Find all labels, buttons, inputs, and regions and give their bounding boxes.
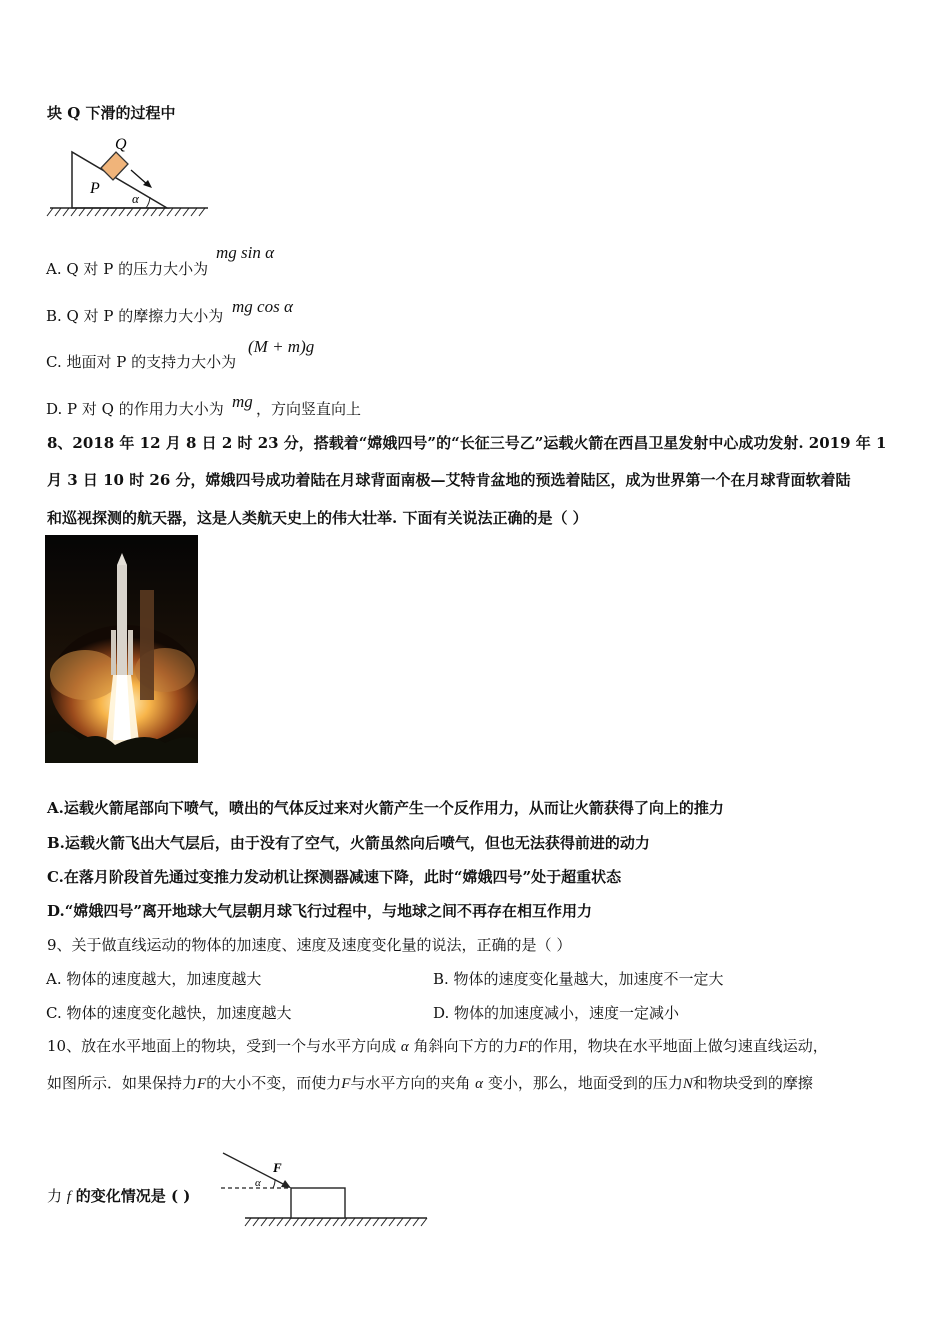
q7-option-c [46,351,236,372]
q10-text: 力 [47,1187,63,1205]
q7-option-a-formula: mg sin α [216,243,275,262]
label-q: Q [115,136,127,153]
q10-stem-line-3 [47,1185,190,1206]
q9-option-b: B. 物体的速度变化量越大，加速度不一定大 [433,970,724,988]
q10-text: 的作用，物块在水平地面上做匀速直线运动， [527,1037,828,1055]
q10-force: F [197,1076,207,1092]
label-p: P [90,180,100,197]
q10-stem-line-2 [47,1072,813,1093]
q8-option-d: D.“嫦娥四号”离开地球大气层朝月球飞行过程中，与地球之间不再存在相互作用力 [47,902,592,920]
q9-option-d: D. 物体的加速度减小，速度一定减小 [433,1004,680,1022]
rocket-body [117,565,127,675]
q8-option-c: C.在落月阶段首先通过变推力发动机让探测器减速下降，此时“嫦娥四号”处于超重状态 [47,868,622,886]
q10-force: F [518,1039,528,1055]
q8-stem-line-2: 月 3 日 10 时 26 分，嫦娥四号成功着陆在月球背面南极—艾特肯盆地的预选着陆区，成为世界第一个在月球背面软着陆 [47,471,851,489]
q7-option-c-text: C. 地面对 P 的支持力大小为 [46,353,237,371]
q10-text: 角斜向下方的力 [413,1037,519,1055]
rocket-launch-photo [45,535,198,763]
q10-normal-force: N [682,1076,693,1092]
block [291,1188,345,1218]
q7-option-d-formula: mg [232,392,253,411]
q8-stem-line-1: 8、2018 年 12 月 8 日 2 时 23 分，搭载着“嫦娥四号”的“长征三号乙”运载火箭在西昌卫星发射中心成功发射. 2019 年 1 [47,434,887,452]
force-block-figure [215,1148,435,1233]
q8-option-a: A.运载火箭尾部向下喷气，喷出的气体反过来对火箭产生一个反作用力，从而让火箭获得了向上的推力 [47,799,724,817]
q10-text: 的大小不变，而使力 [206,1074,342,1092]
q10-text: 和物块受到的摩擦 [692,1074,813,1092]
label-alpha-2: α [255,1177,261,1189]
block-q [101,152,128,180]
q10-friction: f [66,1189,71,1205]
q7-option-a [46,258,208,279]
q10-force: F [341,1076,351,1092]
q10-alpha: α [475,1076,484,1092]
q7-option-b-formula: mg cos α [232,297,293,316]
q8-stem-line-3: 和巡视探测的航天器，这是人类航天史上的伟大壮举. 下面有关说法正确的是（ ） [47,509,588,527]
q8-option-b: B.运载火箭飞出大气层后，由于没有了空气，火箭虽然向后喷气，但也无法获得前进的动力 [47,834,650,852]
q9-option-c: C. 物体的速度变化越快，加速度越大 [46,1004,292,1022]
intro-text: 块 Q 下滑的过程中 [47,104,176,122]
q10-text: 如图所示．如果保持力 [47,1074,198,1092]
q7-option-d-text: D. P 对 Q 的作用力大小为 [46,400,224,418]
q10-text: 的变化情况是 ( ) [75,1187,191,1205]
q7-option-b-text: B. Q 对 P 的摩擦力大小为 [46,307,224,325]
q10-alpha: α [400,1039,409,1055]
label-alpha: α [132,191,139,206]
q10-stem-line-1 [47,1035,828,1056]
incline-figure [45,130,215,220]
q10-text: 变小，那么，地面受到的压力 [487,1074,683,1092]
q7-option-a-text: A. Q 对 P 的压力大小为 [46,260,209,278]
q7-option-b [46,305,223,326]
q9-stem: 9、关于做直线运动的物体的加速度、速度及速度变化量的说法，正确的是（ ） [47,936,572,954]
launch-tower [140,590,154,700]
q7-option-d [46,398,224,419]
q10-text: 10、放在水平地面上的物块，受到一个与水平方向成 [47,1037,397,1055]
label-f: F [273,1160,282,1175]
q7-option-c-formula: (M + m)g [248,337,315,356]
q7-option-d-suffix: ，方向竖直向上 [256,400,362,418]
q10-text: 与水平方向的夹角 [350,1074,471,1092]
q9-option-a: A. 物体的速度越大，加速度越大 [46,970,262,988]
